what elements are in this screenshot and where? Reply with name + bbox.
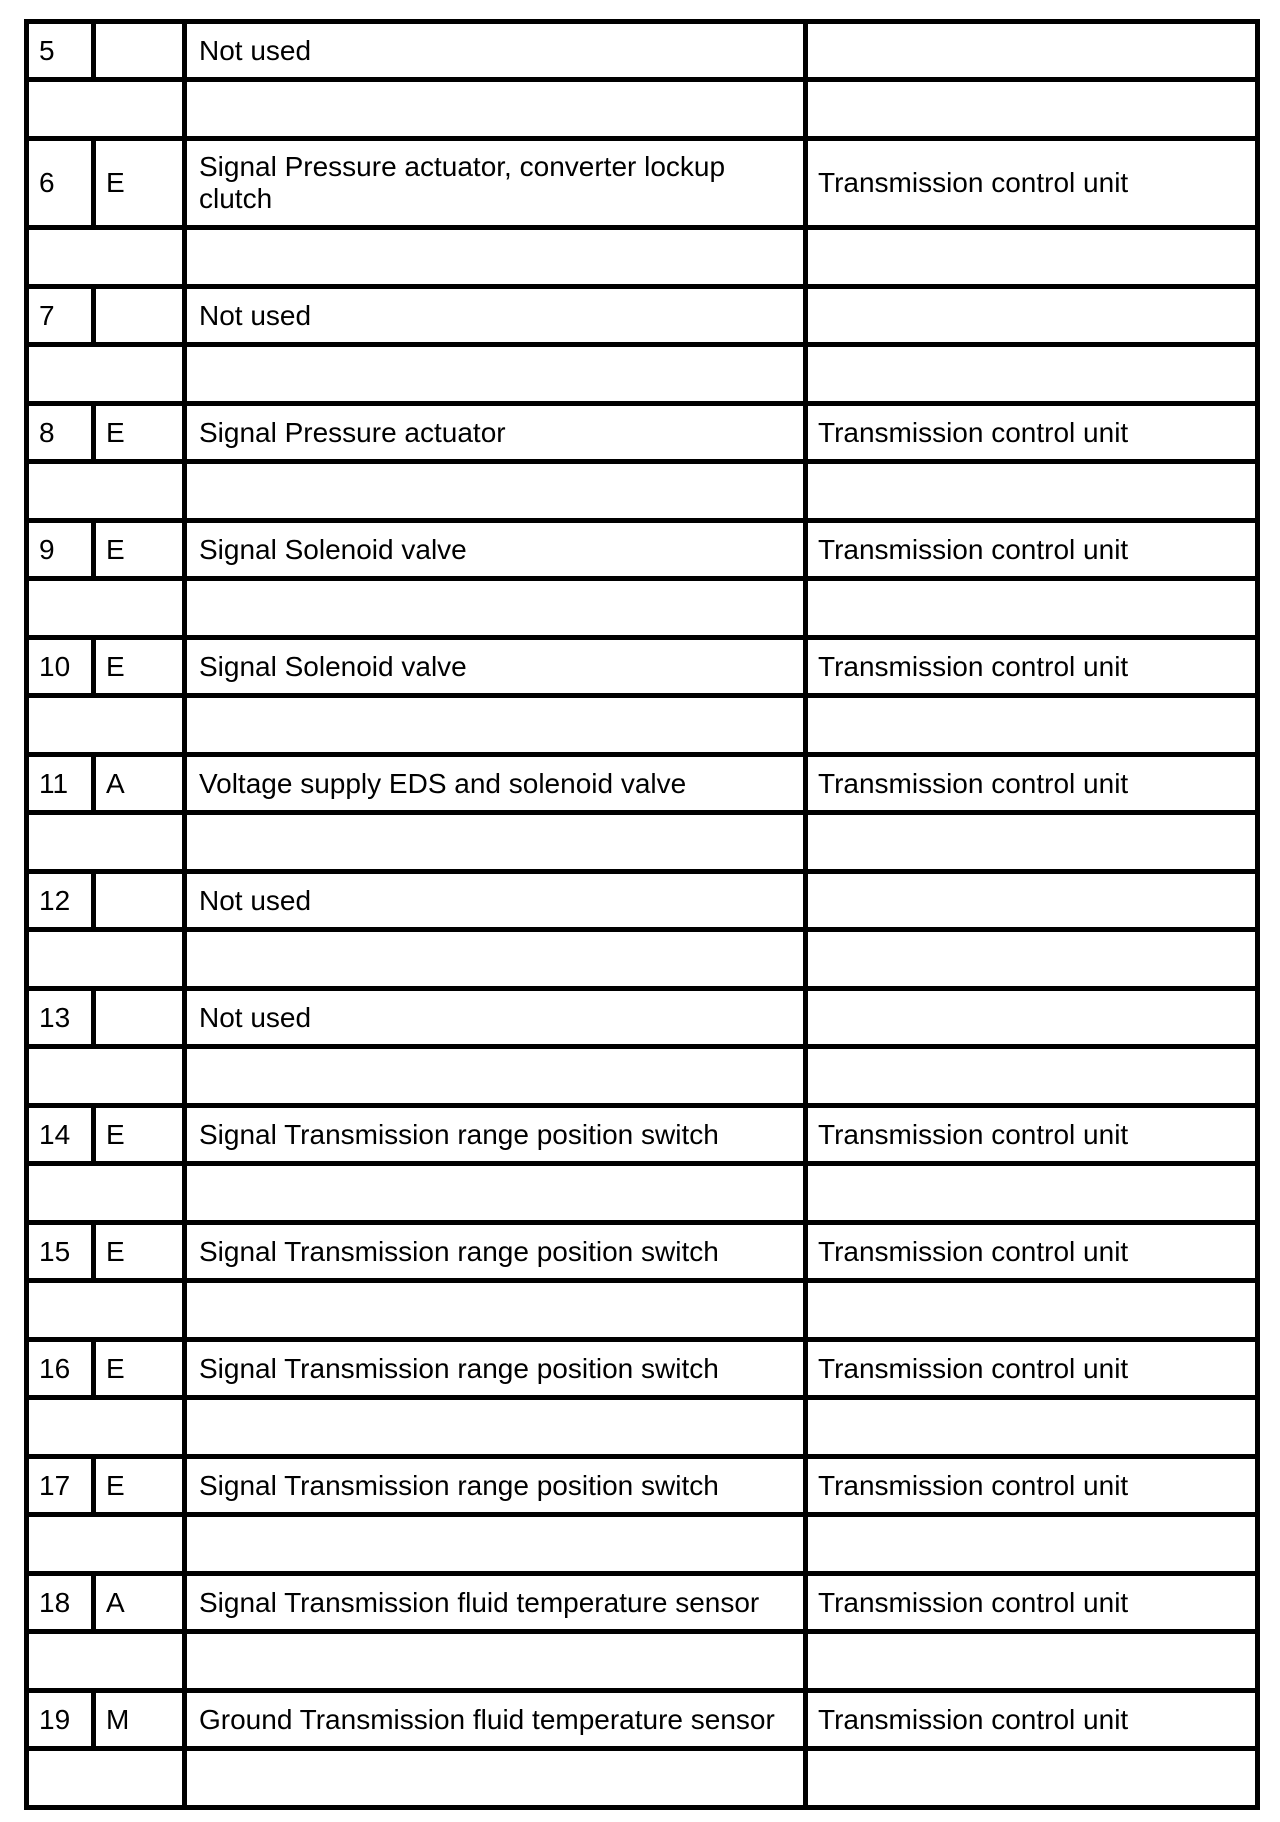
empty-cell xyxy=(185,80,806,139)
empty-cell xyxy=(27,80,185,139)
empty-cell xyxy=(27,1047,185,1106)
description-cell: Signal Solenoid valve xyxy=(185,521,806,579)
spacer-row xyxy=(27,345,1258,404)
pin-cell: 12 xyxy=(27,872,94,930)
connected-to-cell: Transmission control unit xyxy=(806,1340,1258,1398)
empty-cell xyxy=(806,228,1258,287)
spacer-row xyxy=(27,1164,1258,1223)
empty-cell xyxy=(27,579,185,638)
type-cell: E xyxy=(94,1223,185,1281)
table-row xyxy=(27,1106,1258,1164)
pin-cell: 15 xyxy=(27,1223,94,1281)
empty-cell xyxy=(806,1632,1258,1691)
table-row xyxy=(27,404,1258,462)
connected-to-cell: Transmission control unit xyxy=(806,1106,1258,1164)
pin-cell: 5 xyxy=(27,22,94,80)
table-row xyxy=(27,638,1258,696)
connected-to-cell: Transmission control unit xyxy=(806,755,1258,813)
empty-cell xyxy=(27,1281,185,1340)
type-cell: E xyxy=(94,638,185,696)
pin-cell: 13 xyxy=(27,989,94,1047)
connected-to-cell: Transmission control unit xyxy=(806,1223,1258,1281)
connected-to-cell: Transmission control unit xyxy=(806,1691,1258,1749)
spacer-row xyxy=(27,1281,1258,1340)
empty-cell xyxy=(806,1515,1258,1574)
description-cell: Signal Transmission range position switch xyxy=(185,1106,806,1164)
description-cell: Signal Solenoid valve xyxy=(185,638,806,696)
empty-cell xyxy=(806,80,1258,139)
spacer-row xyxy=(27,1632,1258,1691)
pin-assignment-table xyxy=(24,19,1260,1810)
pin-cell: 10 xyxy=(27,638,94,696)
table-row xyxy=(27,1340,1258,1398)
empty-cell xyxy=(806,345,1258,404)
empty-cell xyxy=(806,1164,1258,1223)
table-row xyxy=(27,872,1258,930)
type-cell: A xyxy=(94,755,185,813)
type-cell xyxy=(94,989,185,1047)
connected-to-cell: Transmission control unit xyxy=(806,404,1258,462)
pin-cell: 18 xyxy=(27,1574,94,1632)
empty-cell xyxy=(27,813,185,872)
empty-cell xyxy=(806,813,1258,872)
description-cell: Signal Transmission fluid temperature sensor xyxy=(185,1574,806,1632)
type-cell: M xyxy=(94,1691,185,1749)
empty-cell xyxy=(185,1164,806,1223)
type-cell: E xyxy=(94,139,185,228)
empty-cell xyxy=(185,228,806,287)
spacer-row xyxy=(27,579,1258,638)
empty-cell xyxy=(806,1749,1258,1808)
connected-to-cell: Transmission control unit xyxy=(806,521,1258,579)
connected-to-cell xyxy=(806,989,1258,1047)
empty-cell xyxy=(185,579,806,638)
empty-cell xyxy=(806,579,1258,638)
type-cell: E xyxy=(94,404,185,462)
description-cell: Signal Transmission range position switch xyxy=(185,1340,806,1398)
description-cell: Signal Transmission range position switch xyxy=(185,1223,806,1281)
empty-cell xyxy=(806,696,1258,755)
empty-cell xyxy=(806,1398,1258,1457)
description-cell: Not used xyxy=(185,989,806,1047)
spacer-row xyxy=(27,813,1258,872)
description-cell: Not used xyxy=(185,22,806,80)
empty-cell xyxy=(185,1515,806,1574)
type-cell xyxy=(94,22,185,80)
empty-cell xyxy=(185,1749,806,1808)
spacer-row xyxy=(27,462,1258,521)
table-row xyxy=(27,989,1258,1047)
table-row xyxy=(27,139,1258,228)
connected-to-cell: Transmission control unit xyxy=(806,139,1258,228)
empty-cell xyxy=(185,813,806,872)
pin-cell: 9 xyxy=(27,521,94,579)
empty-cell xyxy=(27,462,185,521)
type-cell xyxy=(94,872,185,930)
empty-cell xyxy=(27,930,185,989)
empty-cell xyxy=(185,696,806,755)
empty-cell xyxy=(185,1281,806,1340)
table-row xyxy=(27,521,1258,579)
empty-cell xyxy=(27,228,185,287)
connected-to-cell: Transmission control unit xyxy=(806,1457,1258,1515)
connected-to-cell xyxy=(806,287,1258,345)
empty-cell xyxy=(806,1047,1258,1106)
spacer-row xyxy=(27,1515,1258,1574)
table-row xyxy=(27,1691,1258,1749)
pin-cell: 17 xyxy=(27,1457,94,1515)
empty-cell xyxy=(27,1164,185,1223)
empty-cell xyxy=(806,1281,1258,1340)
type-cell: E xyxy=(94,1106,185,1164)
empty-cell xyxy=(185,930,806,989)
empty-cell xyxy=(185,1398,806,1457)
empty-cell xyxy=(806,930,1258,989)
description-cell: Signal Pressure actuator, converter lockup clutch xyxy=(185,139,806,228)
empty-cell xyxy=(27,1749,185,1808)
spacer-row xyxy=(27,696,1258,755)
type-cell: E xyxy=(94,521,185,579)
pin-cell: 19 xyxy=(27,1691,94,1749)
description-cell: Ground Transmission fluid temperature sensor xyxy=(185,1691,806,1749)
empty-cell xyxy=(185,1047,806,1106)
type-cell: E xyxy=(94,1457,185,1515)
empty-cell xyxy=(27,345,185,404)
table-row xyxy=(27,22,1258,80)
empty-cell xyxy=(27,1398,185,1457)
pin-cell: 16 xyxy=(27,1340,94,1398)
empty-cell xyxy=(27,696,185,755)
empty-cell xyxy=(185,345,806,404)
spacer-row xyxy=(27,930,1258,989)
empty-cell xyxy=(27,1632,185,1691)
pin-table-body xyxy=(27,22,1258,1808)
type-cell xyxy=(94,287,185,345)
description-cell: Not used xyxy=(185,287,806,345)
connected-to-cell xyxy=(806,872,1258,930)
pin-cell: 8 xyxy=(27,404,94,462)
pin-cell: 14 xyxy=(27,1106,94,1164)
spacer-row xyxy=(27,228,1258,287)
pin-cell: 11 xyxy=(27,755,94,813)
spacer-row xyxy=(27,1047,1258,1106)
table-row xyxy=(27,1223,1258,1281)
table-row xyxy=(27,755,1258,813)
spacer-row xyxy=(27,1398,1258,1457)
description-cell: Not used xyxy=(185,872,806,930)
pin-cell: 6 xyxy=(27,139,94,228)
pin-cell: 7 xyxy=(27,287,94,345)
table-row xyxy=(27,287,1258,345)
spacer-row xyxy=(27,80,1258,139)
empty-cell xyxy=(185,462,806,521)
spacer-row xyxy=(27,1749,1258,1808)
empty-cell xyxy=(185,1632,806,1691)
connected-to-cell: Transmission control unit xyxy=(806,1574,1258,1632)
table-row xyxy=(27,1457,1258,1515)
description-cell: Signal Transmission range position switch xyxy=(185,1457,806,1515)
description-cell: Signal Pressure actuator xyxy=(185,404,806,462)
empty-cell xyxy=(806,462,1258,521)
description-cell: Voltage supply EDS and solenoid valve xyxy=(185,755,806,813)
type-cell: A xyxy=(94,1574,185,1632)
empty-cell xyxy=(27,1515,185,1574)
connected-to-cell xyxy=(806,22,1258,80)
type-cell: E xyxy=(94,1340,185,1398)
connected-to-cell: Transmission control unit xyxy=(806,638,1258,696)
table-row xyxy=(27,1574,1258,1632)
